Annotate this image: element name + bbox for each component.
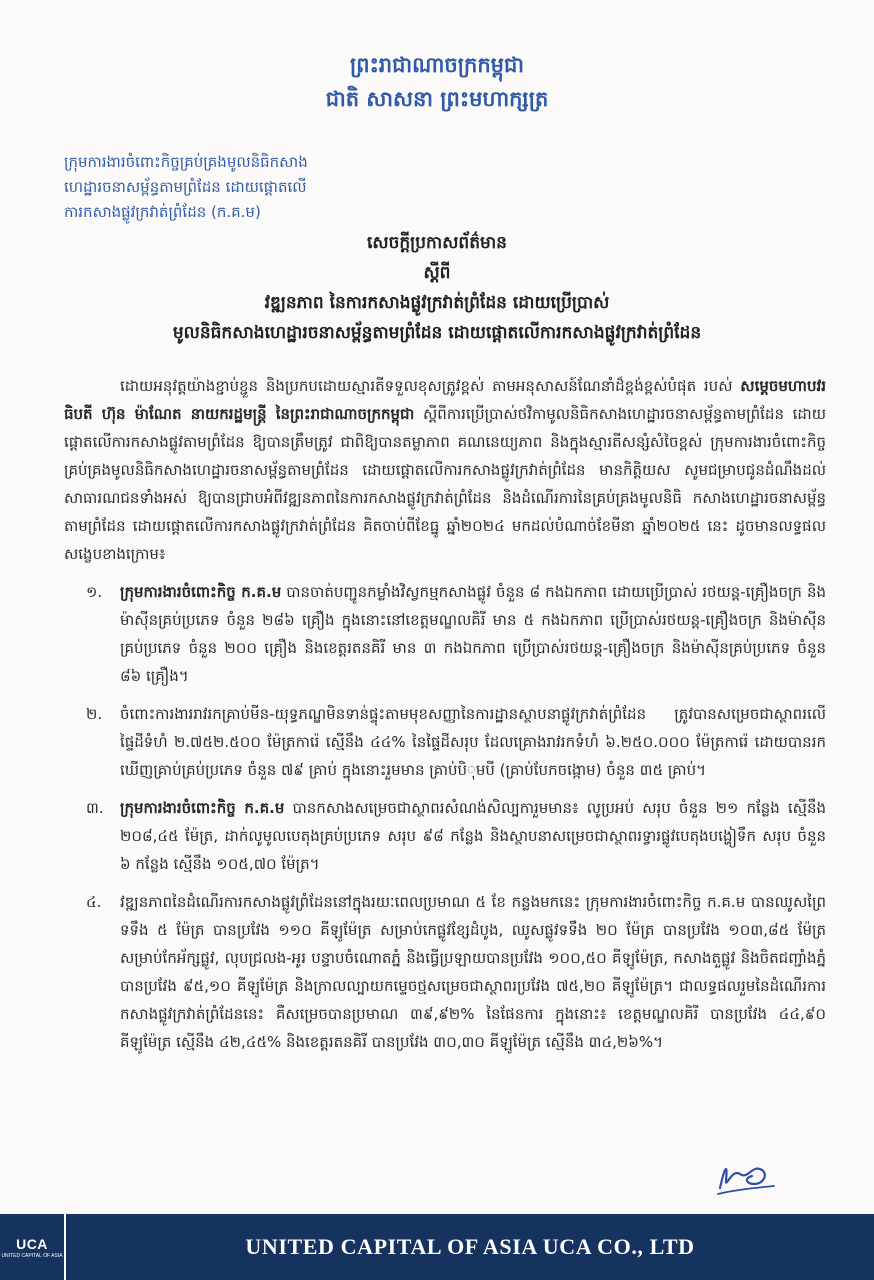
uca-logo <box>0 1214 66 1280</box>
title-subject-2: មូលនិធិកសាងហេដ្ឋារចនាសម្ព័ន្ធតាមព្រំដែន ដោយផ្ដោតលើការកសាងផ្លូវក្រវាត់ព្រំដែន <box>172 323 702 343</box>
item-number: ៤. <box>86 893 102 911</box>
org-line: ក្រុមការងារចំពោះកិច្ចគ្រប់គ្រងមូលនិធិកសាង <box>64 153 308 171</box>
item-text <box>120 578 826 690</box>
item-body: ចំពោះការងាររាវរកគ្រាប់មីន-យុទ្ធភណ្ឌមិនទាន់ផ្ទុះតាមមុខសញ្ញានៃការដ្ឋានស្ថាបនាផ្លូវក្រវាត់ព្រំដែន ត្រូវបានសម្រេចជាស្ថាពរលើផ្ទៃដីទំហំ ២.៧៥២.៥០០ ម៉ែត្រការ៉េ ស្មើនឹង ៤៤% នៃផ្ទៃដីសរុប ដែលគ្រោងរាវរកទំហំ ៦.២៥០.០០០ ម៉ែត្រការ៉េ ដោយបានរកឃើញគ្រាប់គ្រប់ប្រភេទ ចំនួន ៧៩ គ្រាប់ ក្នុងនោះរួមមាន គ្រាប់បិុមបី (គ្រាប់បែកចង្កោម) ចំនួន ៣៥ គ្រាប់។ <box>120 705 826 779</box>
intro-paragraph <box>64 372 826 568</box>
item-body: បានកសាងសម្រេចជាស្ថាពរសំណង់សិល្បការួមមាន៖ លូប្រអប់ សរុប ចំនួន ២១ កន្លែង ស្មើនឹង ២០៨,៤៥ ម៉ែត្រ, ដាក់លូមូលបេតុងគ្រប់ប្រភេទ សរុប ៩៨ កន្លែង និងស្ថាបនាសម្រេចជាស្ថាពរទ្វារផ្លូវបេតុងបង្ហៀទឹក សរុប ចំនួន ៦ កន្លែង ស្មើនឹង ១០៥,៧០ ម៉ែត្រ។ <box>120 799 827 873</box>
item-body: បានចាត់បញ្ជូនកម្លាំងវិស្វកម្មកសាងផ្លូវ ចំនួន ៨ កងឯកភាព ដោយប្រើប្រាស់ រថយន្ត-គ្រឿងចក្រ និងម៉ាស៊ីនគ្រប់ប្រភេទ ចំនួន ២៨៦ គ្រឿង ក្នុងនោះនៅខេត្តមណ្ឌលគិរី មាន ៥ កងឯកភាព ប្រើប្រាស់រថយន្ត-គ្រឿងចក្រ និងម៉ាស៊ីនគ្រប់ប្រភេទ ចំនួន ២០០ គ្រឿង និងខេត្តរតនគិរី មាន ៣ កងឯកភាព ប្រើប្រាស់រថយន្ត-គ្រឿងចក្រ និងម៉ាស៊ីនគ្រប់ប្រភេទ ចំនួន ៨៦ គ្រឿង។ <box>120 583 827 685</box>
intro-text: ដោយអនុវត្តយ៉ាងខ្ជាប់ខ្ជួន និងប្រកបដោយស្មារតីទទួលខុសត្រូវខ្ពស់ តាមអនុសាសន៍ណែនាំដ៏ខ្ពង់ខ្ពស់បំផុត របស់ <box>120 377 741 395</box>
item-body: វឌ្ឍនភាពនៃដំណើរការកសាងផ្លូវព្រំដែននៅក្នុងរយៈពេលប្រមាណ ៥ ខែ កន្លងមកនេះ ក្រុមការងារចំពោះកិច្ច ក.គ.ម បានឈូសព្រៃទទឹង ៥ ម៉ែត្រ បានប្រវែង ១១០ គីឡូម៉ែត្រ សម្រាប់កេផ្លូវខ្សែដំបូង, ឈូសផ្លូវទទឹង ២០ ម៉ែត្រ បានប្រវែង ១០៣,៨៥ ម៉ែត្រ សម្រាប់កែអ័ក្សផ្លូវ, លុបជ្រលង-អូរ បន្ទាបចំណោតភ្នំ និងធ្វើប្រឡាយបានប្រវែង ១០០,៥០ គីឡូម៉ែត្រ, កសាងតួផ្លូវ និងចិតជញ្ជាំងភ្នំ បានប្រវែង ៩៥,១០ គីឡូម៉ែត្រ និងក្រាលល្បាយកម្ទេចថ្មសម្រេចជាស្ថាពរប្រវែង ៧៥,២០ គីឡូម៉ែត្រ។ ជាលទ្ធផលរួមនៃដំណើរការកសាងផ្លូវក្រវាត់ព្រំដែននេះ គឺសម្រេចបានប្រមាណ ៣៩,៩២% នៃផែនការ ក្នុងនោះ៖ ខេត្តមណ្ឌលគិរី បានប្រវែង ៤៤,៩០ គីឡូម៉ែត្រ ស្មើនឹង ៤២,៤៥% និងខេត្តរតនគិរី បានប្រវែង ៣០,៣០ គីឡូម៉ែត្រ ស្មើនឹង ៣៤,២៦%។ <box>120 893 826 1051</box>
intro-bold-name: សម្ដេចមហាបវរធិបតី ហ៊ុន ម៉ាណែត នាយករដ្ឋមន្ត្រី នៃព្រះរាជាណាចក្រកម្ពុជា <box>64 377 826 423</box>
item-number: ១. <box>86 583 103 601</box>
initials-signature <box>714 1150 778 1198</box>
logo-subtext: UNITED CAPITAL OF ASIA <box>1 1252 63 1259</box>
company-name: UNITED CAPITAL OF ASIA UCA CO., LTD <box>245 1234 695 1259</box>
item-number: ២. <box>86 705 103 723</box>
logo-text: UCA <box>16 1235 48 1252</box>
intro-text-cont: ស្ដីពីការប្រើប្រាស់ថវិកាមូលនិធិកសាងហេដ្ឋារចនាសម្ព័ន្ធតាមព្រំដែន ដោយផ្ដោតលើការកសាងផ្លូវតាមព្រំដែន ឱ្យបានត្រឹមត្រូវ ជាពិឱ្យបានតម្លាភាព គណនេយ្យភាព និងក្នុងស្មារតីសន្សំសំចៃខ្ពស់ ក្រុមការងារចំពោះកិច្ចគ្រប់គ្រងមូលនិធិកសាងហេដ្ឋារចនាសម្ព័ន្ធតាមព្រំដែន ដោយផ្ដោតលើការកសាងផ្លូវក្រវាត់ព្រំដែន មានកិត្តិយស សូមជម្រាបជូនដំណឹងដល់សាធារណជនទាំងអស់ ឱ្យបានជ្រាបអំពីវឌ្ឍនភាពនៃការកសាងផ្លូវក្រវាត់ព្រំដែន និងដំណើរការនៃគ្រប់គ្រងមូលនិធិ កសាងហេដ្ឋារចនាសម្ព័ន្ធតាមព្រំដែន ដោយផ្ដោតលើការកសាងផ្លូវក្រវាត់ព្រំដែន គិតចាប់ពីខែធ្នូ ឆ្នាំ២០២៤ មកដល់បំណាច់ខែមីនា ឆ្នាំ២០២៥ នេះ ដូចមានលទ្ធផលសង្ខេបខាងក្រោម៖ <box>64 405 826 563</box>
list-item <box>64 888 826 1056</box>
title-subject-1: វឌ្ឍនភាព នៃការកសាងផ្លូវក្រវាត់ព្រំដែន ដោយប្រើប្រាស់ <box>264 293 610 313</box>
org-line: ការកសាងផ្លូវក្រវាត់ព្រំដែន (ក.គ.ម) <box>64 203 261 221</box>
org-line: ហេដ្ឋារចនាសម្ព័ន្ធតាមព្រំដែន ដោយផ្ដោតលើ <box>64 178 307 196</box>
list-item <box>64 700 826 784</box>
item-text <box>120 888 826 1056</box>
item-bold: ក្រុមការងារចំពោះកិច្ច ក.គ.ម <box>120 799 285 817</box>
item-number: ៣. <box>86 799 104 817</box>
title-regarding: ស្ដីពី <box>423 263 451 283</box>
kingdom-header <box>0 48 874 116</box>
issuing-organization <box>64 150 364 225</box>
document-titles <box>40 228 834 348</box>
document-body <box>64 372 826 1066</box>
list-item <box>64 794 826 878</box>
list-item <box>64 578 826 690</box>
item-text <box>120 700 826 784</box>
title-press-release: សេចក្ដីប្រកាសព័ត៌មាន <box>367 233 507 253</box>
item-text <box>120 794 826 878</box>
kingdom-title: ព្រះរាជាណាចក្រកម្ពុជា <box>349 52 524 77</box>
national-motto: ជាតិ សាសនា ព្រះមហាក្សត្រ <box>325 86 549 111</box>
footer-banner <box>0 1214 874 1280</box>
item-bold: ក្រុមការងារចំពោះកិច្ច ក.គ.ម <box>120 583 282 601</box>
